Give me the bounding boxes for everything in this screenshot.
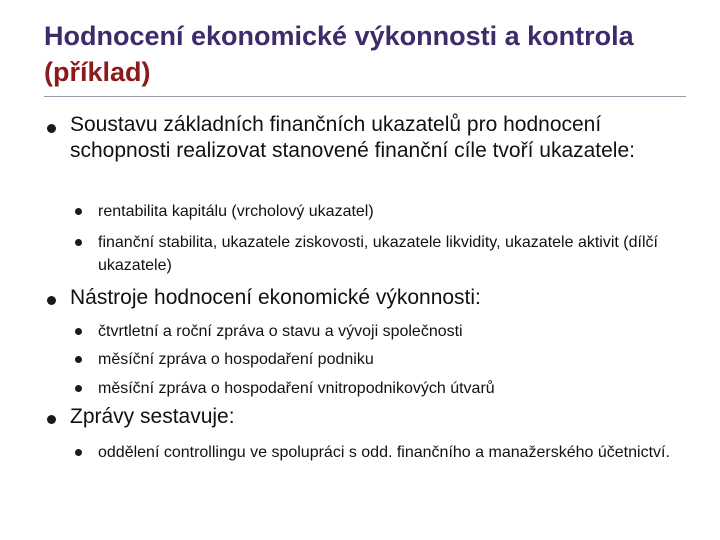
sub-bullet-dot: [75, 328, 82, 335]
sub-bullet-dot: [75, 449, 82, 456]
bullet-2-text: Nástroje hodnocení ekonomické výkonnosti:: [70, 286, 481, 309]
bullet-dot: [47, 124, 56, 133]
bullet-1-sub-1: rentabilita kapitálu (vrcholový ukazatel): [98, 203, 374, 220]
title-main: Hodnocení ekonomické výkonnosti a kontrola: [44, 21, 634, 51]
bullet-3-text: Zprávy sestavuje:: [70, 405, 235, 428]
sub-bullet-dot: [75, 208, 82, 215]
sub-bullet-dot: [75, 239, 82, 246]
bullet-2-sub-3: měsíční zpráva o hospodaření vnitropodnikových útvarů: [98, 380, 495, 397]
bullet-1-text: Soustavu základních finančních ukazatelů pro hodnocení schopnosti realizovat stanovené finanční cíle tvoří ukazatele:: [70, 113, 635, 162]
sub-bullet-dot: [75, 385, 82, 392]
sub-bullet-dot: [75, 356, 82, 363]
title-accent: (příklad): [44, 57, 151, 87]
bullet-dot: [47, 296, 56, 305]
bullet-3-sub-1: oddělení controllingu ve spolupráci s odd. finančního a manažerského účetnictví.: [98, 444, 670, 461]
bullet-2-sub-2: měsíční zpráva o hospodaření podniku: [98, 351, 374, 368]
bullet-2-sub-1: čtvrtletní a roční zpráva o stavu a vývoji společnosti: [98, 323, 463, 340]
bullet-dot: [47, 415, 56, 424]
bullet-1-sub-2: finanční stabilita, ukazatele ziskovosti, ukazatele likvidity, ukazatele aktivit (dílčí ukazatele): [98, 234, 658, 274]
